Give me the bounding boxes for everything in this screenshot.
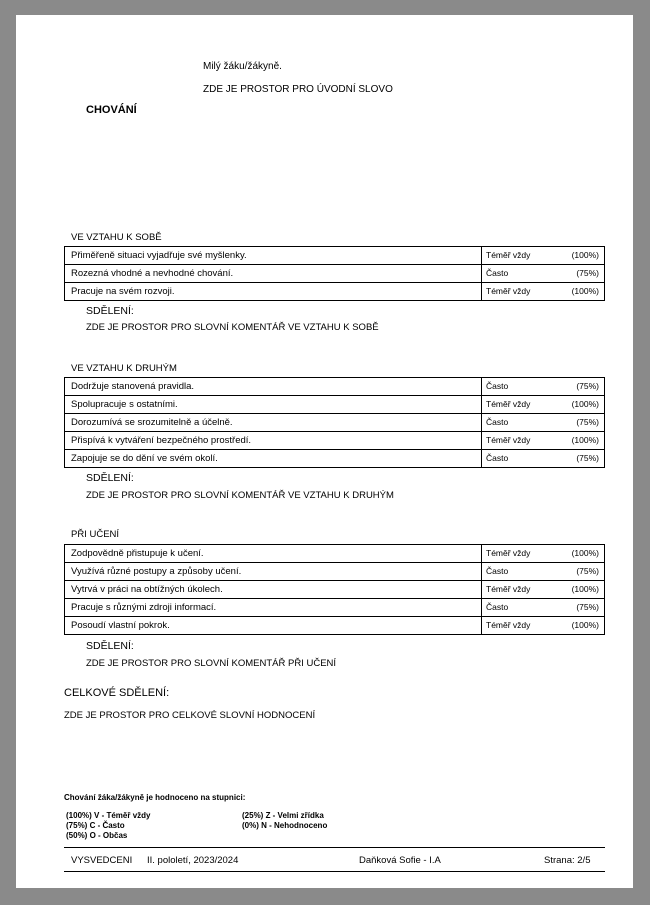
rating-label: Téměř vždy bbox=[486, 435, 531, 445]
rating-percent: (100%) bbox=[571, 548, 599, 558]
table-row bbox=[65, 396, 605, 414]
footer-top-rule bbox=[64, 847, 605, 848]
legend-item: (25%) Z - Velmi zřídka bbox=[242, 811, 324, 820]
section-title-others: VE VZTAHU K DRUHÝM bbox=[71, 363, 177, 374]
rating-label: Často bbox=[486, 417, 509, 427]
rating-percent: (75%) bbox=[576, 602, 599, 612]
rating-label: Téměř vždy bbox=[486, 250, 531, 260]
statement: Pracuje na svém rozvoji. bbox=[65, 283, 482, 301]
behavior-title: CHOVÁNÍ bbox=[86, 104, 137, 116]
rating-percent: (75%) bbox=[576, 381, 599, 391]
message-text-others: ZDE JE PROSTOR PRO SLOVNÍ KOMENTÁŘ VE VZTAHU K DRUHÝM bbox=[86, 490, 394, 501]
table-row bbox=[65, 378, 605, 396]
table-row bbox=[65, 599, 605, 617]
rating-percent: (100%) bbox=[571, 286, 599, 296]
statement: Vytrvá v práci na obtížných úkolech. bbox=[65, 581, 482, 599]
rating-label: Téměř vždy bbox=[486, 584, 531, 594]
rating-label: Často bbox=[486, 566, 509, 576]
statement: Spolupracuje s ostatními. bbox=[65, 396, 482, 414]
intro-text: ZDE JE PROSTOR PRO ÚVODNÍ SLOVO bbox=[203, 84, 393, 95]
rating-percent: (100%) bbox=[571, 435, 599, 445]
rating-percent: (75%) bbox=[576, 417, 599, 427]
rating-percent: (100%) bbox=[571, 250, 599, 260]
table-row bbox=[65, 414, 605, 432]
statement: Rozezná vhodné a nevhodné chování. bbox=[65, 265, 482, 283]
ratings-table-others bbox=[64, 377, 605, 468]
table-row bbox=[65, 265, 605, 283]
message-text-learning: ZDE JE PROSTOR PRO SLOVNÍ KOMENTÁŘ PŘI UČENÍ bbox=[86, 658, 337, 669]
rating-percent: (100%) bbox=[571, 399, 599, 409]
rating-percent: (100%) bbox=[571, 620, 599, 630]
rating-label: Často bbox=[486, 602, 509, 612]
rating-label: Často bbox=[486, 381, 509, 391]
overall-text: ZDE JE PROSTOR PRO CELKOVÉ SLOVNÍ HODNOCENÍ bbox=[64, 710, 316, 721]
statement: Dodržuje stanovená pravidla. bbox=[65, 378, 482, 396]
legend-item: (50%) O - Občas bbox=[66, 831, 128, 840]
rating-percent: (75%) bbox=[576, 453, 599, 463]
footer-page: Strana: 2/5 bbox=[544, 855, 591, 866]
message-text-self: ZDE JE PROSTOR PRO SLOVNÍ KOMENTÁŘ VE VZTAHU K SOBĚ bbox=[86, 322, 379, 333]
table-row bbox=[65, 617, 605, 635]
section-title-self: VE VZTAHU K SOBĚ bbox=[71, 232, 162, 243]
footer-doc: VYSVEDCENI bbox=[71, 855, 133, 866]
statement: Zapojuje se do dění ve svém okolí. bbox=[65, 450, 482, 468]
table-row bbox=[65, 581, 605, 599]
rating-label: Téměř vždy bbox=[486, 620, 531, 630]
table-row bbox=[65, 283, 605, 301]
message-label-others: SDĚLENÍ: bbox=[86, 472, 134, 484]
overall-label: CELKOVÉ SDĚLENÍ: bbox=[64, 687, 170, 699]
ratings-table-self bbox=[64, 246, 605, 301]
statement: Využívá různé postupy a způsoby učení. bbox=[65, 563, 482, 581]
footer-bottom-rule bbox=[64, 871, 605, 872]
section-title-learning: PŘI UČENÍ bbox=[71, 529, 120, 540]
table-row bbox=[65, 247, 605, 265]
statement: Zodpovědně přistupuje k učení. bbox=[65, 545, 482, 563]
statement: Posoudí vlastní pokrok. bbox=[65, 617, 482, 635]
table-row bbox=[65, 545, 605, 563]
footer-student: Daňková Sofie - I.A bbox=[359, 855, 441, 866]
legend-title: Chování žáka/žákyně je hodnoceno na stupnici: bbox=[64, 793, 246, 802]
rating-label: Téměř vždy bbox=[486, 548, 531, 558]
ratings-table-learning bbox=[64, 544, 605, 635]
statement: Dorozumívá se srozumitelně a účelně. bbox=[65, 414, 482, 432]
statement: Pracuje s různými zdroji informací. bbox=[65, 599, 482, 617]
rating-percent: (75%) bbox=[576, 268, 599, 278]
document-page bbox=[16, 15, 633, 888]
rating-label: Téměř vždy bbox=[486, 286, 531, 296]
table-row bbox=[65, 432, 605, 450]
rating-label: Téměř vždy bbox=[486, 399, 531, 409]
table-row bbox=[65, 563, 605, 581]
rating-percent: (100%) bbox=[571, 584, 599, 594]
footer-period: II. pololetí, 2023/2024 bbox=[147, 855, 239, 866]
message-label-self: SDĚLENÍ: bbox=[86, 305, 134, 317]
rating-label: Často bbox=[486, 453, 509, 463]
legend-item: (75%) C - Často bbox=[66, 821, 125, 830]
statement: Přiměřeně situaci vyjadřuje své myšlenky. bbox=[65, 247, 482, 265]
statement: Přispívá k vytváření bezpečného prostředí. bbox=[65, 432, 482, 450]
message-label-learning: SDĚLENÍ: bbox=[86, 640, 134, 652]
greeting: Milý žáku/žákyně. bbox=[203, 61, 282, 72]
table-row bbox=[65, 450, 605, 468]
rating-label: Často bbox=[486, 268, 509, 278]
legend-item: (100%) V - Téměř vždy bbox=[66, 811, 151, 820]
rating-percent: (75%) bbox=[576, 566, 599, 576]
legend-item: (0%) N - Nehodnoceno bbox=[242, 821, 328, 830]
